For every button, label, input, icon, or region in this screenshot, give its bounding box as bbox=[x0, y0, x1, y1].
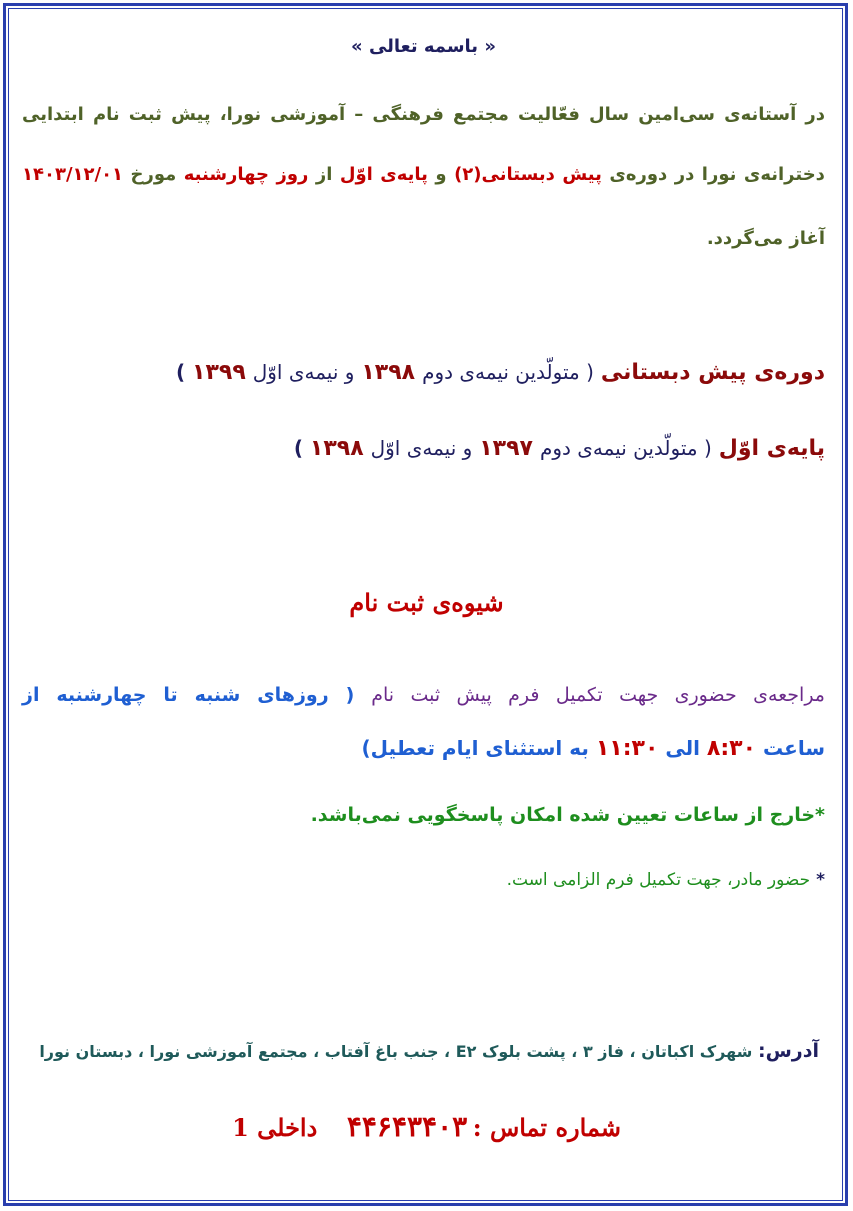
preschool-desc-b: و نیمه‌ی اوّل bbox=[252, 360, 355, 384]
intro-line-3 bbox=[22, 228, 825, 249]
weekday-inline: روز چهارشنبه bbox=[183, 164, 309, 185]
intro-from: از bbox=[315, 164, 333, 185]
registration-method-title bbox=[0, 588, 853, 617]
note-1-text: *خارج از ساعات تعیین شده امکان پاسخگویی نمی‌باشد. bbox=[310, 804, 825, 826]
method-line-1 bbox=[22, 684, 825, 706]
method-time-prefix: ساعت bbox=[762, 736, 825, 760]
phone-extension: داخلی 1 bbox=[232, 1113, 318, 1142]
grade1-label: پایه‌ی اوّل bbox=[718, 436, 825, 461]
address-text: شهرک اکباتان ، فاز ۳ ، پشت بلوک E۲ ، جنب باغ آفتاب ، مجتمع آموزشی نورا ، دبستان نورا bbox=[39, 1042, 753, 1061]
method-line-2 bbox=[22, 736, 825, 761]
bismillah-text: « باسمه تعالی » bbox=[351, 36, 496, 57]
intro-and: و bbox=[435, 164, 447, 185]
method-time-start: ۸:۳۰ bbox=[706, 736, 757, 761]
intro-dated: مورخ bbox=[130, 164, 177, 185]
preschool-desc-a: ( متولّدین نیمه‌ی دوم bbox=[422, 360, 594, 384]
note-1 bbox=[22, 804, 825, 826]
grade1-year-1: ۱۳۹۷ bbox=[479, 436, 533, 461]
grade1-desc-a: ( متولّدین نیمه‌ی دوم bbox=[539, 436, 712, 460]
grade1-desc-c: ) bbox=[293, 436, 303, 460]
phone-line bbox=[0, 1110, 853, 1143]
preschool-desc-c: ) bbox=[175, 360, 186, 384]
grade1-inline: پایه‌ی اوّل bbox=[339, 164, 428, 185]
method-text-1a: مراجعه‌ی حضوری جهت تکمیل فرم پیش ثبت نام bbox=[371, 684, 825, 706]
start-date: ۱۴۰۳/۱۲/۰۱ bbox=[22, 164, 124, 185]
address-line bbox=[40, 1040, 819, 1062]
intro-text-1: در آستانه‌ی سی‌امین سال فعّالیت مجتمع فرهنگی – آموزشی نورا، پیش ثبت نام ابتدایی bbox=[22, 104, 825, 125]
preschool-year-2: ۱۳۹۹ bbox=[192, 360, 246, 385]
intro-text-3: آغاز می‌گردد. bbox=[706, 228, 825, 249]
note-2 bbox=[22, 870, 825, 890]
method-time-suffix: به استثنای ایام تعطیل) bbox=[361, 736, 589, 760]
grade1-year-2: ۱۳۹۸ bbox=[309, 436, 364, 461]
preschool-year-1: ۱۳۹۸ bbox=[361, 360, 416, 385]
bismillah-heading bbox=[22, 36, 825, 57]
intro-line-1 bbox=[22, 104, 825, 125]
phone-number: ۴۴۶۴۳۴۰۳ bbox=[346, 1110, 468, 1143]
registration-method-title-text: شیوه‌ی ثبت نام bbox=[349, 588, 504, 617]
grade1-course-line bbox=[22, 436, 825, 461]
method-time-until: الی bbox=[665, 736, 700, 760]
preschool-inline: پیش دبستانی(۲) bbox=[454, 164, 602, 185]
method-time-end: ۱۱:۳۰ bbox=[595, 736, 659, 761]
method-text-1b: ( روزهای شنبه تا چهارشنبه از bbox=[22, 684, 355, 706]
preschool-label: دوره‌ی پیش دبستانی bbox=[600, 360, 825, 385]
grade1-desc-b: و نیمه‌ی اوّل bbox=[370, 436, 473, 460]
address-label: آدرس: bbox=[757, 1040, 819, 1062]
phone-label: شماره تماس : bbox=[472, 1113, 621, 1142]
preschool-course-line bbox=[22, 360, 825, 385]
note-2-star: * bbox=[816, 870, 825, 890]
intro-line-2 bbox=[22, 164, 825, 185]
note-2-text: حضور مادر، جهت تکمیل فرم الزامی است. bbox=[506, 870, 811, 890]
intro-text-2a: دخترانه‌ی نورا در دوره‌ی bbox=[609, 164, 825, 185]
